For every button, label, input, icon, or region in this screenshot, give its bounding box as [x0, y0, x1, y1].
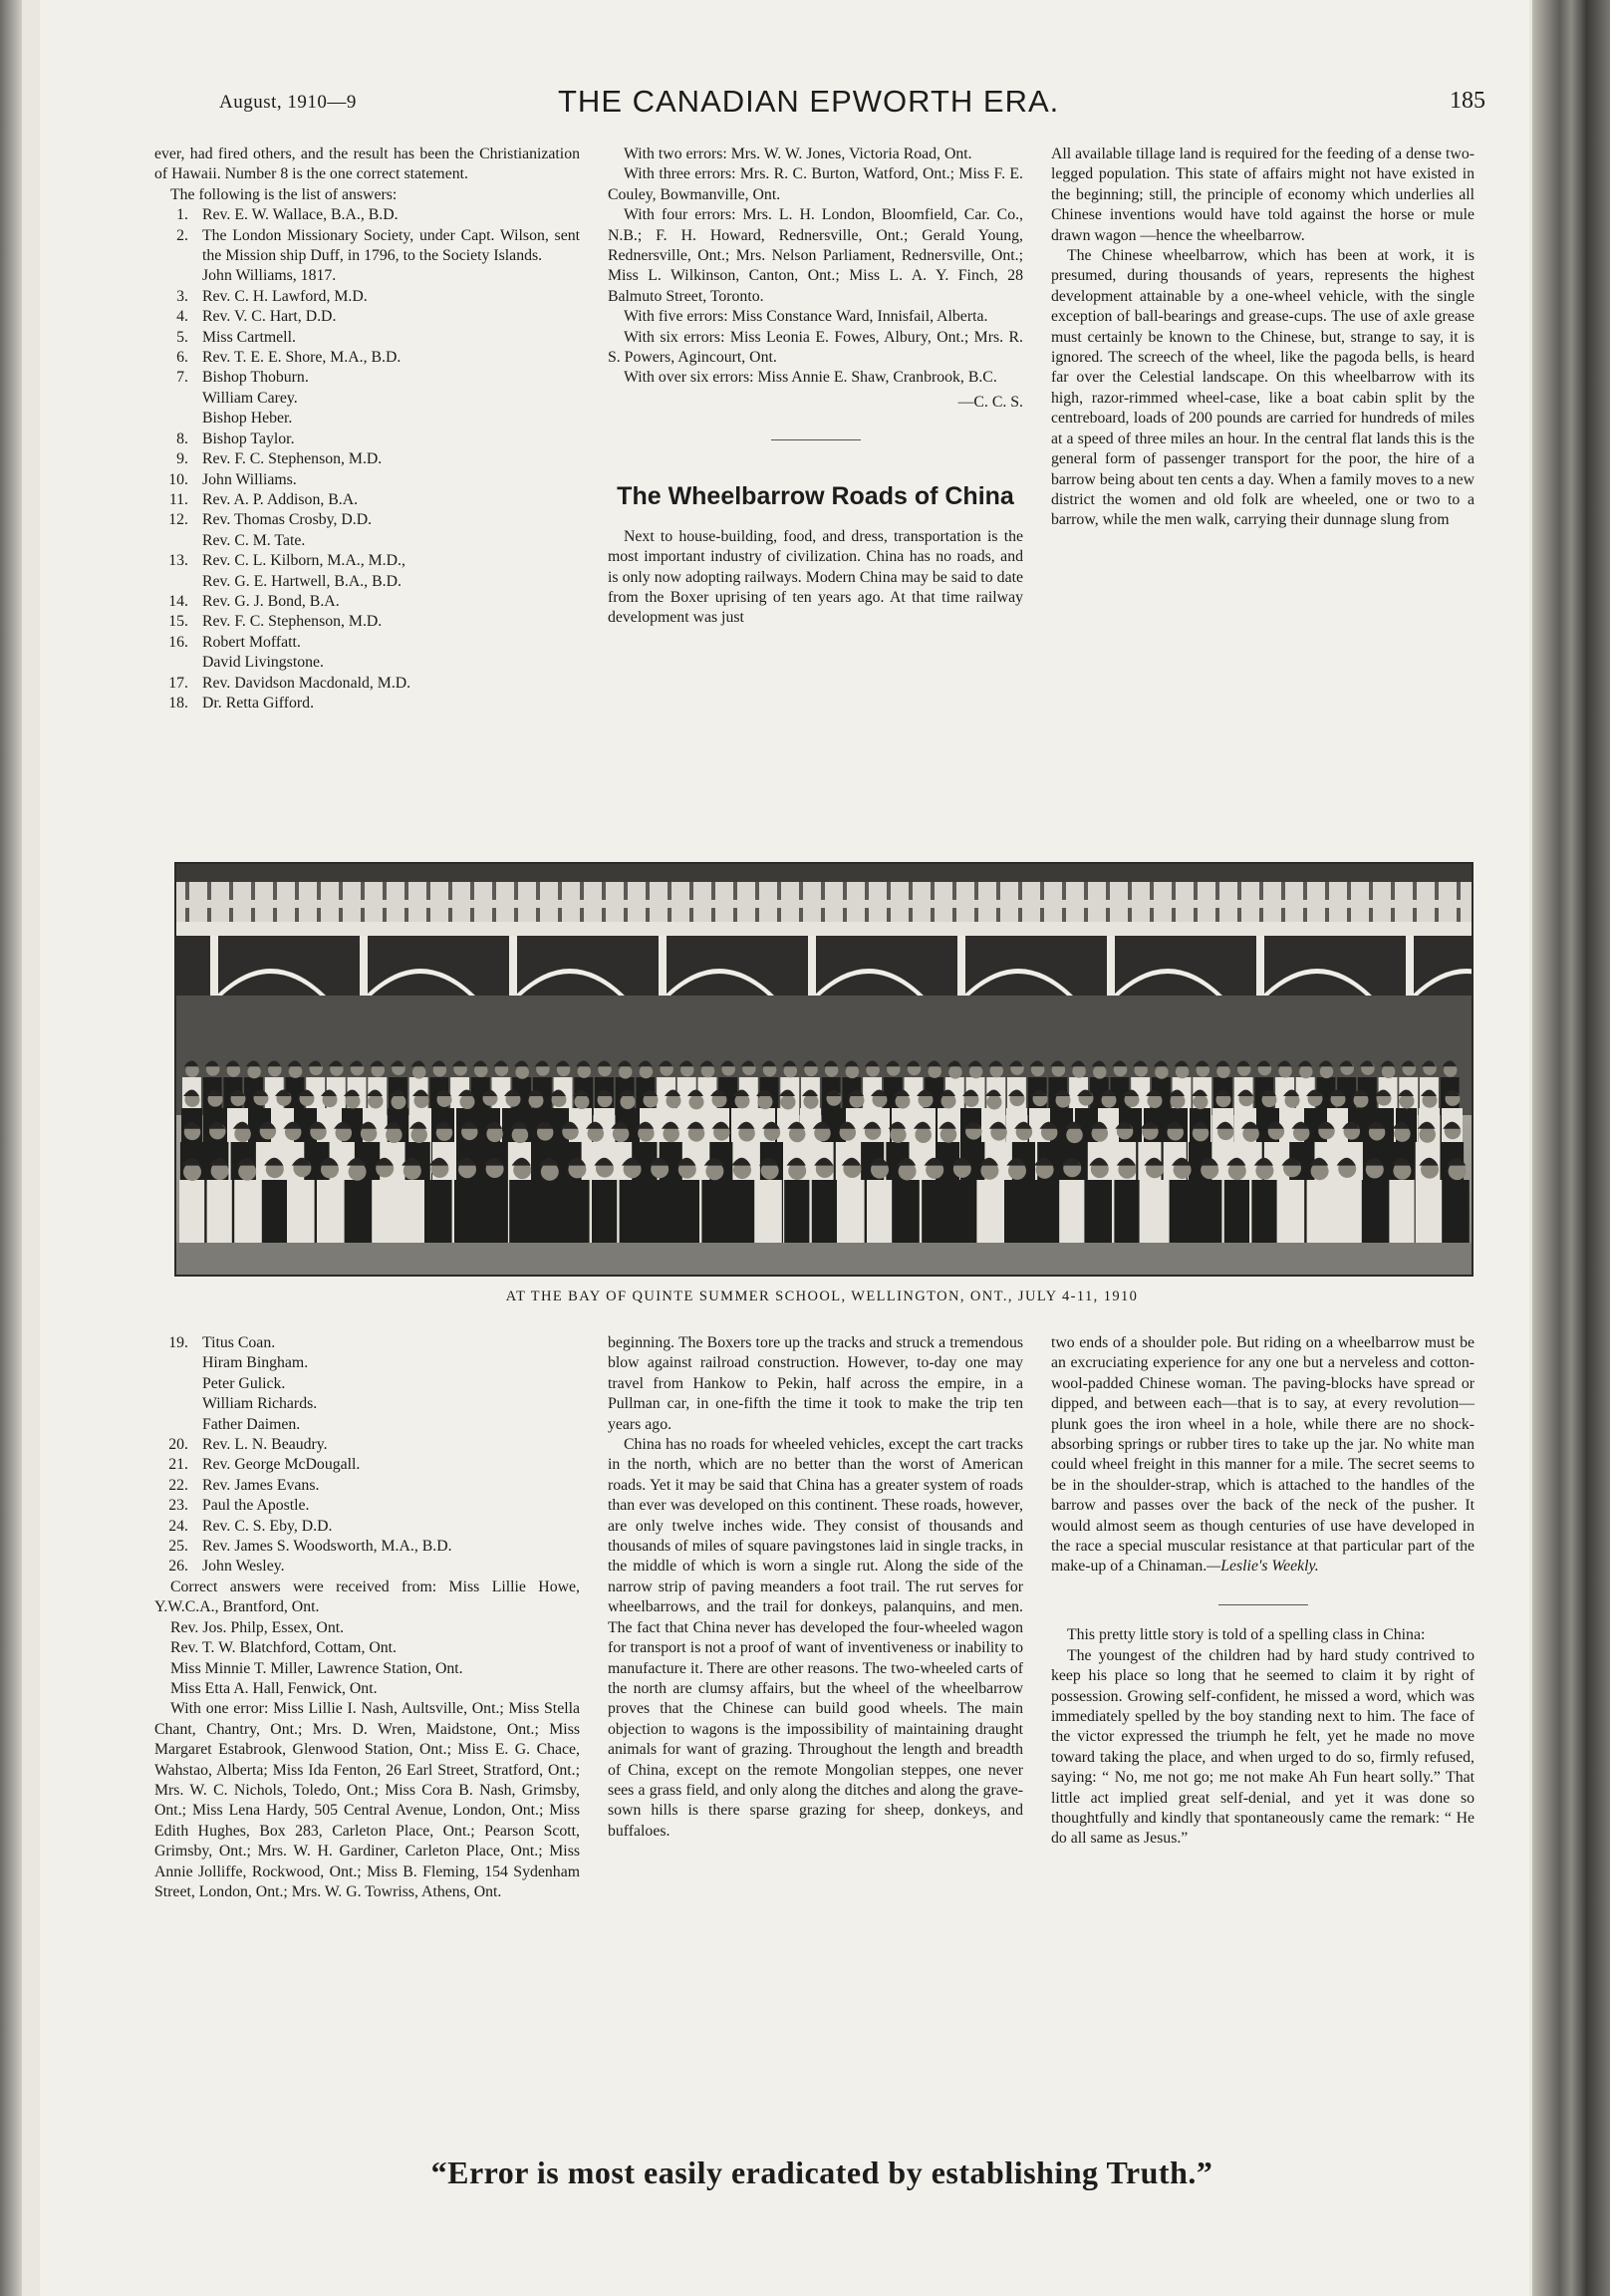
answer-line: Rev. James Evans.: [202, 1476, 320, 1494]
answer-number: 11.: [168, 490, 188, 508]
answer-line: Dr. Retta Gifford.: [202, 694, 315, 712]
answers-heading: The following is the list of answers:: [170, 185, 398, 203]
answer-number: 25.: [168, 1538, 188, 1556]
article-source: —Leslie's Weekly.: [1207, 1558, 1319, 1576]
answer-item: [154, 633, 580, 674]
answer-line: Rev. G. J. Bond, B.A.: [202, 592, 340, 610]
answers-list-top: [154, 205, 580, 714]
article-title: The Wheelbarrow Roads of China: [617, 481, 1014, 510]
paragraph: Miss Minnie T. Miller, Lawrence Station, Ont.: [170, 1659, 463, 1677]
answers-list-bottom: [154, 1333, 580, 1578]
answer-line: Rev. C. S. Eby, D.D.: [202, 1517, 333, 1535]
answer-item: [154, 1455, 580, 1475]
answer-item: [154, 1333, 580, 1435]
paragraph: All available tillage land is required for the feeding of a dense two-legged population. This state of affairs might not have existed in the beginning; still, the principle of economy which underlies all Chinese inventions would have told against the horse or mule drawn wagon —hence the wheelbarrow.: [1051, 145, 1475, 244]
answer-number: 1.: [176, 206, 188, 224]
photo-caption: AT THE BAY OF QUINTE SUMMER SCHOOL, WELLINGTON, ONT., JULY 4-11, 1910: [505, 1289, 1139, 1304]
article-end: [1051, 1333, 1475, 1578]
answer-item: [154, 1557, 580, 1577]
article-continued: [1051, 144, 1475, 531]
answer-number: 22.: [168, 1476, 188, 1494]
answer-item: [154, 449, 580, 469]
answer-number: 23.: [168, 1497, 188, 1515]
answer-line: Miss Cartmell.: [202, 328, 296, 346]
header-date: August, 1910—9: [219, 92, 357, 113]
answer-line: Rev. James S. Woodsworth, M.A., B.D.: [202, 1538, 452, 1556]
column-2-top: [608, 144, 1023, 629]
answer-line: Hiram Bingham.: [202, 1354, 309, 1372]
answer-line: William Carey.: [202, 389, 298, 407]
answer-item: [154, 694, 580, 714]
answer-number: 18.: [168, 694, 188, 712]
answer-item: [154, 1476, 580, 1496]
summer-school-group-photo: [176, 864, 1472, 1275]
answer-item: [154, 490, 580, 510]
answer-item: [154, 348, 580, 368]
answer-item: [154, 307, 580, 327]
answer-item: [154, 368, 580, 429]
signature: —C. C. S.: [957, 393, 1023, 411]
paragraph: With over six errors: Miss Annie E. Shaw, Cranbrook, B.C.: [624, 369, 997, 387]
article-end-text: two ends of a shoulder pole. But riding on a wheelbarrow must be an excruciating experience for any one but a nerveless and cotton-wool-padded Chinese woman. The paving-blocks have spread or dipped, and between each—that is to say, at every revolution—plunk goes the iron wheel in a hole, while there are no shock-absorbing springs or rubber tires to take up the jar. No white man could wheel freight in this manner for a mile. The secret seems to be in the shoulder-strap, which is attached to the handles of the barrow and passes over the back of the neck of the pusher. It would almost seem as though centuries of use have developed in the race a special muscular resistance at that particular part of the make-up of a Chinaman.: [1051, 1334, 1475, 1576]
column-1-bottom: [154, 1333, 580, 1902]
answer-line: Bishop Thoburn.: [202, 369, 309, 387]
answer-item: [154, 1537, 580, 1557]
answer-item: [154, 551, 580, 592]
answer-line: Paul the Apostle.: [202, 1497, 310, 1515]
paragraph: The youngest of the children had by hard study contrived to keep his place so long that he seemed to claim it by right of possession. Growing self-confident, he missed a word, which was immediately spelled by the boy standing next to him. The face of the victor expressed the triumph he felt, yet he made no move toward taking the place, and when urged to do so, firmly refused, saying: “ No, me not go; me not make Ah Fun heart solly.” That little act implied great self-denial, and yet it was done so thoughtfully and kindly that spontaneously came the remark: “ He do all same as Jesus.”: [1051, 1646, 1475, 1848]
answer-line: Peter Gulick.: [202, 1374, 286, 1392]
answer-line: Rev. A. P. Addison, B.A.: [202, 490, 359, 508]
spelling-story: [1051, 1625, 1475, 1849]
answer-line: The London Missionary Society, under Capt. Wilson, sent the Mission ship Duff, in 1796, to the Society Islands.: [202, 226, 580, 265]
article-body: [608, 1333, 1023, 1842]
answer-number: 26.: [168, 1558, 188, 1576]
answer-number: 6.: [176, 349, 188, 367]
answer-line: Bishop Heber.: [202, 410, 293, 428]
paragraph: With four errors: Mrs. L. H. London, Bloomfield, Car. Co., N.B.; F. H. Howard, Rednersville, Ont.; Gerald Young, Rednersville, Ont.; Mrs. Nelson Parliament, Rednersville, Ont.; Miss L. Wilkinson, Canton, Ont.; Miss L. A. Y. Finch, 28 Balmuto Street, Toronto.: [608, 206, 1023, 305]
paragraph: Rev. Jos. Philp, Essex, Ont.: [170, 1618, 345, 1636]
column-3-bottom: [1051, 1333, 1475, 1850]
answer-number: 3.: [176, 287, 188, 305]
answer-item: [154, 592, 580, 612]
answer-item: [154, 226, 580, 287]
paragraph: With three errors: Mrs. R. C. Burton, Watford, Ont.; Miss F. E. Couley, Bowmanville, Ont.: [608, 165, 1023, 203]
answer-item: [154, 470, 580, 490]
paragraph: Miss Etta A. Hall, Fenwick, Ont.: [170, 1679, 378, 1697]
answer-line: Rev. C. M. Tate.: [202, 531, 306, 549]
paragraph: The Chinese wheelbarrow, which has been at work, it is presumed, during thousands of years, represents the highest development attainable by a one-wheel vehicle, with the single exception of ball-bearings and grease-cups. The use of axle grease must certainly be known to the Chinese, but, strange to say, it is ignored. The screech of the wheel, like the pagoda bells, is heard far over the Celestial landscape. On this wheelbarrow with its high, razor-rimmed wheel-case, like a boat cabin split by the centreboard, loads of 200 pounds are carried for hundreds of miles at a speed of three miles an hour. In the central flat lands this is the general form of passenger transport for the poor, the hire of a barrow being about ten cents a day. When a family moves to a new district the women and old folk are wheeled, one or two to a barrow, while the men walk, carrying their dunnage slung from: [1051, 247, 1475, 529]
answer-line: Rev. L. N. Beaudry.: [202, 1436, 328, 1454]
answer-item: [154, 430, 580, 449]
answer-number: 15.: [168, 613, 188, 631]
answer-line: David Livingstone.: [202, 654, 324, 672]
answer-number: 13.: [168, 552, 188, 570]
answer-line: William Richards.: [202, 1395, 318, 1413]
answer-number: 4.: [176, 308, 188, 326]
answer-item: [154, 510, 580, 551]
answer-item: [154, 287, 580, 307]
binding-edge-left: [0, 0, 22, 2296]
column-1-top: [154, 144, 580, 714]
answer-line: John Wesley.: [202, 1558, 285, 1576]
error-lists: [608, 144, 1023, 389]
answer-number: 10.: [168, 470, 188, 488]
paragraph: With one error: Miss Lillie I. Nash, Aultsville, Ont.; Miss Stella Chant, Chantry, Ont.; Mrs. D. Wren, Maidstone, Ont.; Miss Margaret Estabrook, Glenwood Station, Ont.; Miss E. G. Chace, Wahstao, Alberta; Miss Ida Fenton, 26 Earl Street, Stratford, Ont.; Mrs. W. C. Nichols, Toledo, Ont.; Miss Cora B. Nash, Grimsby, Ont.; Miss Lena Hardy, 505 Central Avenue, London, Ont.; Miss Edith Hughes, Box 283, Carleton Place, Ont.; Pearson Scott, Grimsby, Ont.; Mrs. W. H. Gardiner, Carleton Place, Ont.; Miss Annie Jolliffe, Rockwood, Ont.; Miss B. Fleming, 154 Sydenham Street, London, Ont.; Mrs. W. G. Towriss, Athens, Ont.: [154, 1700, 580, 1900]
paragraph: With five errors: Miss Constance Ward, Innisfail, Alberta.: [624, 308, 988, 326]
answer-line: Rev. E. W. Wallace, B.A., B.D.: [202, 206, 399, 224]
page-edges-right: [1532, 0, 1610, 2296]
answer-item: [154, 674, 580, 694]
answer-item: [154, 612, 580, 632]
answer-line: Rev. C. L. Kilborn, M.A., M.D.,: [202, 552, 405, 570]
answer-item: [154, 1435, 580, 1455]
answer-number: 7.: [176, 369, 188, 387]
paragraph: Correct answers were received from: Miss Lillie Howe, Y.W.C.A., Brantford, Ont.: [154, 1578, 580, 1616]
paragraph: This pretty little story is told of a spelling class in China:: [1067, 1626, 1426, 1644]
answer-line: Robert Moffatt.: [202, 633, 301, 651]
answer-number: 12.: [168, 511, 188, 529]
answer-number: 5.: [176, 328, 188, 346]
answer-number: 9.: [176, 450, 188, 468]
answer-line: Rev. C. H. Lawford, M.D.: [202, 287, 368, 305]
column-2-bottom: [608, 1333, 1023, 1842]
footer-quote: “Error is most easily eradicated by establishing Truth.”: [430, 2154, 1213, 2190]
answer-line: Rev. George McDougall.: [202, 1456, 361, 1474]
header-title: THE CANADIAN EPWORTH ERA.: [558, 84, 1060, 119]
divider: [1051, 1591, 1475, 1611]
paragraph: Rev. T. W. Blatchford, Cottam, Ont.: [170, 1639, 397, 1657]
answer-number: 8.: [176, 430, 188, 447]
answer-number: 16.: [168, 633, 188, 651]
answer-line: Rev. Thomas Crosby, D.D.: [202, 511, 373, 529]
answer-number: 17.: [168, 674, 188, 692]
answer-number: 14.: [168, 592, 188, 610]
correct-answers: [154, 1578, 580, 1903]
paragraph: With two errors: Mrs. W. W. Jones, Victoria Road, Ont.: [624, 145, 972, 162]
answer-line: Father Daimen.: [202, 1415, 301, 1433]
header-page-number: 185: [1450, 88, 1485, 114]
answer-number: 21.: [168, 1456, 188, 1474]
paragraph: China has no roads for wheeled vehicles, except the cart tracks in the north, which are no better than the worst of American roads. Yet it may be said that China has a greater system of roads than ever was developed on this continent. These roads, however, are only twelve inches wide. They consist of thousands and thousands of miles of square pavingstones laid in single tracks, in the middle of which is worn a single rut. Along the side of the narrow strip of paving meanders a foot trail. The rut serves for wheelbarrows, and the trail for donkeys, palanquins, and men. The fact that China never has developed the four-wheeled wagon for transport is not a proof of want of inventiveness or inability to manufacture it. There are other reasons. The two-wheeled carts of the north are clumsy affairs, but the wheel of the wheelbarrow proves that the Chinese can build good wheels. The main objection to wagons is the impossibility of maintaining draught animals for want of grazing. Throughout the length and breadth of China, except on the remote Mongolian steppes, one never sees a grass field, and only along the ditches and along the grave-sown hills is there sparse grazing for sheep, donkeys, and buffaloes.: [608, 1436, 1023, 1840]
paragraph: With six errors: Miss Leonia E. Fowes, Albury, Ont.; Mrs. R. S. Powers, Agincourt, Ont.: [608, 328, 1023, 367]
answers-intro: ever, had fired others, and the result has been the Christianization of Hawaii. Number 8 is the one correct statement.: [154, 145, 580, 183]
group-photo: [174, 862, 1474, 1277]
answer-line: Rev. V. C. Hart, D.D.: [202, 308, 337, 326]
answer-line: John Williams.: [202, 470, 297, 488]
paragraph: beginning. The Boxers tore up the tracks and struck a tremendous blow against railroad construction. However, to-day one may travel from Hankow to Pekin, half across the empire, in a Pullman car, in one-fifth the time it took to make the trip ten years ago.: [608, 1334, 1023, 1433]
answer-item: [154, 1496, 580, 1516]
answer-number: 2.: [176, 226, 188, 244]
answer-line: Rev. Davidson Macdonald, M.D.: [202, 674, 411, 692]
answer-line: Rev. F. C. Stephenson, M.D.: [202, 450, 383, 468]
answer-line: Bishop Taylor.: [202, 430, 295, 447]
answer-number: 19.: [168, 1334, 188, 1351]
answer-line: Rev. F. C. Stephenson, M.D.: [202, 613, 383, 631]
answer-item: [154, 205, 580, 225]
answer-line: Rev. G. E. Hartwell, B.A., B.D.: [202, 572, 402, 590]
answer-number: 20.: [168, 1436, 188, 1454]
article-paragraph: Next to house-building, food, and dress, transportation is the most important industry of civilization. China has no roads, and is only now adopting railways. Modern China may be said to date from the Boxer uprising of ten years ago. At that time railway development was just: [608, 527, 1023, 627]
answer-item: [154, 328, 580, 348]
answer-number: 24.: [168, 1517, 188, 1535]
divider: [608, 427, 1023, 446]
answer-item: [154, 1517, 580, 1537]
answer-line: John Williams, 1817.: [202, 267, 337, 285]
answer-line: Rev. T. E. E. Shore, M.A., B.D.: [202, 349, 402, 367]
answer-line: Titus Coan.: [202, 1334, 276, 1351]
column-3-top: [1051, 144, 1475, 531]
